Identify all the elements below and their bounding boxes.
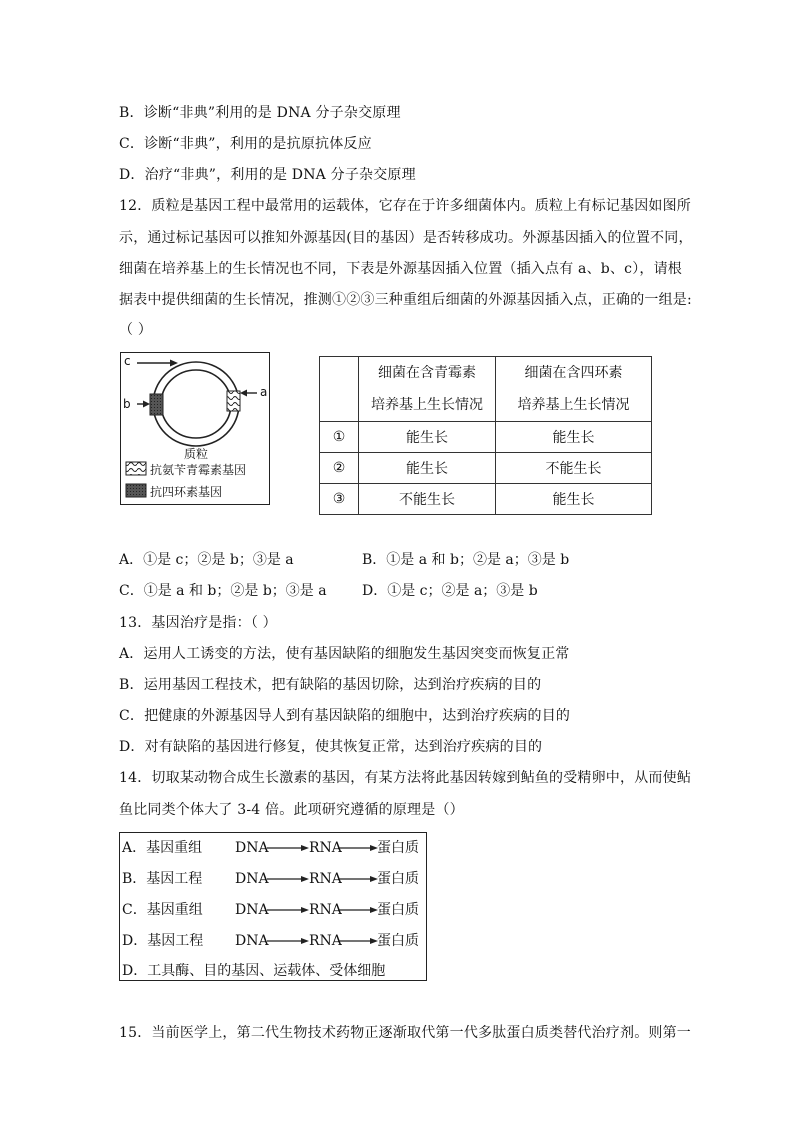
q14-row-protein: 蛋白质 bbox=[377, 933, 419, 949]
q13-option-c: C．把健康的外源基因导人到有基因缺陷的细胞中，达到治疗疾病的目的 bbox=[119, 708, 571, 724]
q12-option-b: B．①是 a 和 b；②是 a；③是 b bbox=[362, 552, 570, 568]
legend-tet-swatch bbox=[126, 484, 146, 497]
q12-option-a: A．①是 c；②是 b；③是 a bbox=[119, 552, 294, 568]
q12-option-c: C．①是 a 和 b；②是 b；③是 a bbox=[119, 583, 327, 599]
q14-row-dna: DNA bbox=[235, 902, 269, 918]
q14-options-box bbox=[119, 832, 427, 981]
row-tetracycline: 不能生长 bbox=[496, 453, 652, 484]
row-tetracycline: 能生长 bbox=[496, 484, 652, 515]
q14-option-row bbox=[120, 895, 426, 925]
q12-stem-line3: 细菌在培养基上的生长情况也不同，下表是外源基因插入位置（插入点有 a、b、c），请根 bbox=[119, 261, 682, 277]
q13-option-b: B．运用基因工程技术，把有缺陷的基因切除，达到治疗疾病的目的 bbox=[119, 677, 542, 693]
q14-row-dna: DNA bbox=[235, 933, 269, 949]
plasmid-inner-ring bbox=[161, 370, 231, 438]
table-header-tetracycline bbox=[496, 357, 652, 422]
insertion-label-a: a bbox=[260, 385, 268, 399]
q14-stem-line2: 鱼比同类个体大了 3-4 倍。此项研究遵循的原理是（） bbox=[119, 802, 464, 818]
arrow-icon bbox=[338, 905, 378, 915]
row-penicillin: 能生长 bbox=[359, 422, 496, 453]
q14-row-label: B．基因工程 bbox=[122, 871, 203, 887]
q14-row-rna: RNA bbox=[309, 840, 342, 856]
q14-row-rna: RNA bbox=[309, 933, 342, 949]
q13-stem: 13．基因治疗是指：（ ） bbox=[119, 615, 277, 631]
q12-option-d: D．①是 c；②是 a；③是 b bbox=[362, 583, 538, 599]
q14-row-rna: RNA bbox=[309, 902, 342, 918]
row-id: ① bbox=[320, 422, 359, 453]
q15-stem-line1: 15．当前医学上，第二代生物技术药物正逐渐取代第一代多肽蛋白质类替代治疗剂。则第一 bbox=[119, 1025, 692, 1041]
arrow-a-head bbox=[240, 390, 247, 397]
plasmid-figure bbox=[120, 352, 270, 505]
arrow-b-head bbox=[143, 401, 150, 408]
q14-row-label: A．基因重组 bbox=[122, 840, 203, 856]
header-penicillin-line1: 细菌在含青霉素 bbox=[378, 365, 476, 381]
arrow-icon bbox=[338, 936, 378, 946]
q14-row-label: C．基因重组 bbox=[122, 902, 203, 918]
q14-option-row bbox=[120, 833, 426, 863]
q14-row-protein: 蛋白质 bbox=[377, 902, 419, 918]
table-row bbox=[320, 422, 652, 453]
table-header-penicillin bbox=[359, 357, 496, 422]
header-tetracycline-line2: 培养基上生长情况 bbox=[517, 397, 630, 413]
q14-option-row bbox=[120, 864, 426, 894]
q14-row-dna: DNA bbox=[235, 840, 269, 856]
legend-tet-label: 抗四环素基因 bbox=[150, 485, 223, 499]
plasmid-caption: 质粒 bbox=[184, 447, 209, 461]
q14-row-dna: DNA bbox=[235, 871, 269, 887]
row-tetracycline: 能生长 bbox=[496, 422, 652, 453]
q14-row-label: D．基因工程 bbox=[122, 933, 204, 949]
q13-option-a: A．运用人工诱变的方法，使有基因缺陷的细胞发生基因突变而恢复正常 bbox=[119, 646, 570, 662]
row-id: ② bbox=[320, 453, 359, 484]
row-id: ③ bbox=[320, 484, 359, 515]
arrow-icon bbox=[267, 905, 309, 915]
q13-option-d: D．对有缺陷的基因进行修复，使其恢复正常，达到治疗疾病的目的 bbox=[119, 739, 543, 755]
legend-amp-swatch-pattern bbox=[126, 462, 146, 475]
row-penicillin: 能生长 bbox=[359, 453, 496, 484]
insertion-label-c: c bbox=[124, 354, 131, 368]
ampicillin-gene-pattern bbox=[227, 391, 240, 411]
q14-row-rna: RNA bbox=[309, 871, 342, 887]
legend-amp-label: 抗氨苄青霉素基因 bbox=[150, 463, 247, 477]
q11-option-d: D．治疗“非典”，利用的是 DNA 分子杂交原理 bbox=[119, 167, 416, 183]
q14-option-row-last bbox=[120, 956, 426, 986]
table-header-blank bbox=[320, 357, 359, 422]
table-row bbox=[320, 484, 652, 515]
q12-answer-blank: （ ） bbox=[119, 322, 153, 338]
q11-option-c: C．诊断“非典”，利用的是抗原抗体反应 bbox=[119, 136, 372, 152]
q11-option-b: B．诊断“非典”利用的是 DNA 分子杂交原理 bbox=[119, 105, 401, 121]
arrow-icon bbox=[338, 874, 378, 884]
q14-row-protein: 蛋白质 bbox=[377, 840, 419, 856]
arrow-icon bbox=[267, 874, 309, 884]
q12-stem-line1: 12．质粒是基因工程中最常用的运载体，它存在于许多细菌体内。质粒上有标记基因如图所 bbox=[119, 198, 692, 214]
q14-stem-line1: 14．切取某动物合成生长激素的基因，有某方法将此基因转嫁到鲇鱼的受精卵中，从而使鲇 bbox=[119, 770, 692, 786]
insertion-label-b: b bbox=[123, 397, 131, 411]
plasmid-diagram bbox=[121, 353, 271, 506]
q12-stem-line2: 示，通过标记基因可以推知外源基因(目的基因）是否转移成功。外源基因插入的位置不同， bbox=[119, 230, 693, 246]
table-header-row bbox=[320, 357, 652, 422]
header-tetracycline-line1: 细菌在含四环素 bbox=[524, 365, 623, 381]
header-penicillin-line2: 培养基上生长情况 bbox=[371, 397, 483, 413]
arrow-icon bbox=[267, 843, 309, 853]
arrow-icon bbox=[267, 936, 309, 946]
arrow-icon bbox=[338, 843, 378, 853]
q14-row-protein: 蛋白质 bbox=[377, 871, 419, 887]
q14-row-last-text: D．工具酶、目的基因、运载体、受体细胞 bbox=[122, 963, 386, 979]
plasmid-outer-ring bbox=[153, 362, 239, 446]
row-penicillin: 不能生长 bbox=[359, 484, 496, 515]
q14-option-row bbox=[120, 926, 426, 956]
tetracycline-gene-block bbox=[150, 394, 163, 415]
growth-table bbox=[319, 356, 652, 515]
table-row bbox=[320, 453, 652, 484]
q12-stem-line4: 据表中提供细菌的生长情况，推测①②③三种重组后细菌的外源基因插入点，正确的一组是: bbox=[119, 292, 692, 308]
